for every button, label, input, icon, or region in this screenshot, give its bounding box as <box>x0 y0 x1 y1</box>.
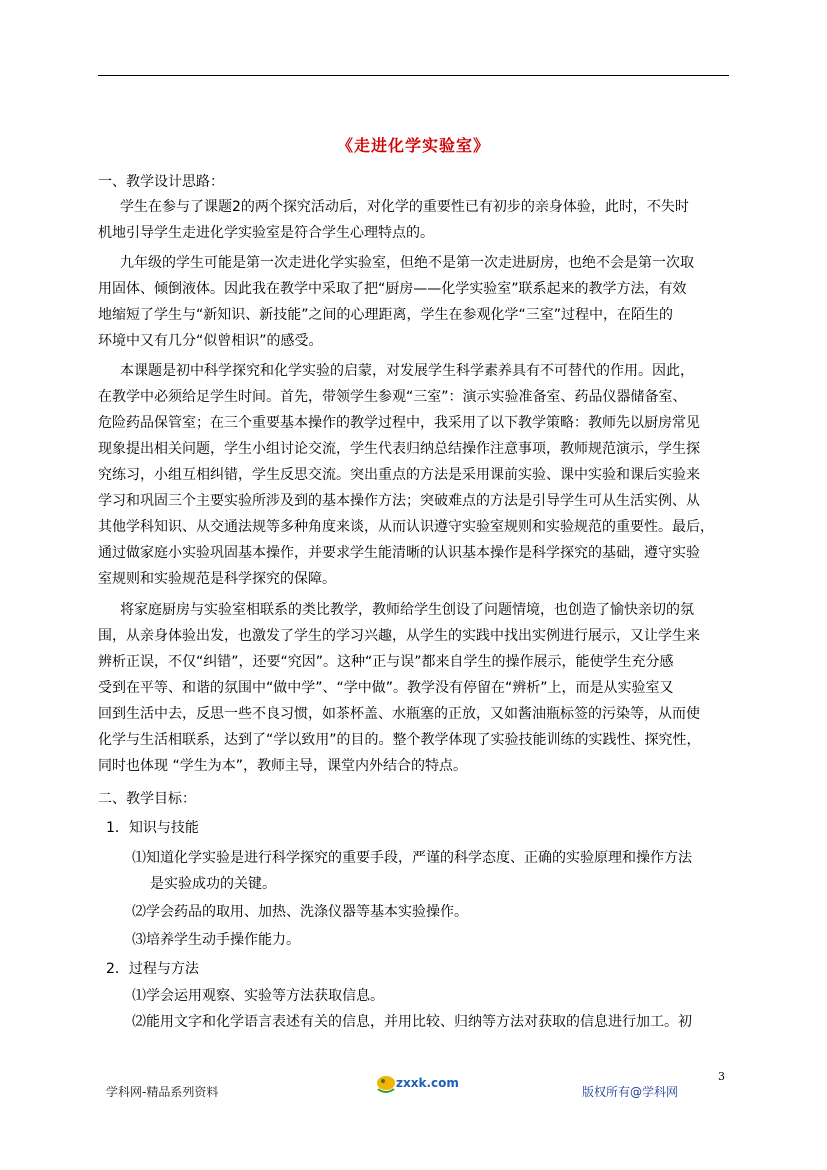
list-item-continued: 是实验成功的关键。 <box>150 876 276 892</box>
logo-mascot-eye <box>381 1079 385 1083</box>
footer-left-text: 学科网-精品系列资料 <box>106 1085 219 1099</box>
list-item: ⑴学会运用观察、实验等方法获取信息。 <box>132 988 384 1004</box>
paragraph-line: 通过做家庭小实验巩固基本操作，并要求学生能清晰的认识基本操作是科学探究的基础，遵守实验 <box>98 545 700 561</box>
paragraph-line: 学生在参与了课题2的两个探究活动后，对化学的重要性已有初步的亲身体验，此时，不失时 <box>120 199 689 215</box>
subsection-heading: 1．知识与技能 <box>106 820 199 836</box>
paragraph-line: 在教学中必须给足学生时间。首先，带领学生参观“三室”：演示实验准备室、药品仪器储备室、 <box>98 389 687 405</box>
paragraph-line: 用固体、倾倒液体。因此我在教学中采取了把“厨房——化学实验室”联系起来的教学方法，有效 <box>98 281 687 297</box>
paragraph-line: 受到在平等、和谐的氛围中“做中学”、“学中做”。教学没有停留在“辨析”上，而是从实验室又 <box>98 680 674 696</box>
zxxk-logo <box>374 1069 466 1097</box>
paragraph-line: 将家庭厨房与实验室相联系的类比教学，教师给学生创设了问题情境，也创造了愉快亲切的氛 <box>120 602 694 618</box>
list-item: ⑶培养学生动手操作能力。 <box>132 932 300 948</box>
list-item: ⑵能用文字和化学语言表述有关的信息，并用比较、归纳等方法对获取的信息进行加工。初 <box>132 1014 692 1030</box>
zxxk-logo-graphic <box>374 1069 466 1097</box>
subsection-heading: 2．过程与方法 <box>106 961 199 977</box>
list-item: ⑵学会药品的取用、加热、洗涤仪器等基本实验操作。 <box>132 904 468 920</box>
paragraph-line: 学习和巩固三个主要实验所涉及到的基本操作方法；突破难点的方法是引导学生可从生活实例、从 <box>98 493 700 509</box>
logo-mascot-body <box>377 1076 395 1090</box>
document-title: 《走进化学实验室》 <box>336 136 490 155</box>
paragraph-line: 本课题是初中科学探究和化学实验的启蒙，对发展学生科学素养具有不可替代的作用。因此， <box>120 363 694 379</box>
footer-copyright: 版权所有@学科网 <box>582 1085 679 1099</box>
paragraph-line: 室规则和实验规范是科学探究的保障。 <box>98 571 336 587</box>
paragraph-line: 机地引导学生走进化学实验室是符合学生心理特点的。 <box>98 225 434 241</box>
paragraph-line: 环境中又有几分“似曾相识”的感受。 <box>98 333 323 349</box>
paragraph-line: 其他学科知识、从交通法规等多种角度来谈，从而认识遵守实验室规则和实验规范的重要性。最后， <box>98 519 714 535</box>
list-item: ⑴知道化学实验是进行科学探究的重要手段，严谨的科学态度、正确的实验原理和操作方法 <box>132 850 692 866</box>
section-heading: 二、教学目标： <box>98 791 196 807</box>
paragraph-line: 现象提出相关问题，学生小组讨论交流，学生代表归纳总结操作注意事项，教师规范演示，学生探 <box>98 441 700 457</box>
paragraph-line: 回到生活中去，反思一些不良习惯，如茶杯盖、水瓶塞的正放，又如酱油瓶标签的污染等，从而使 <box>98 706 700 722</box>
header-rule <box>98 75 729 76</box>
paragraph-line: 辨析正误，不仅“纠错”，还要“究因”。这种“正与误”都来自学生的操作展示，能使学生充分感 <box>98 654 674 670</box>
logo-text: zxxk.com <box>396 1076 459 1090</box>
paragraph-line: 化学与生活相联系，达到了“学以致用”的目的。整个教学体现了实验技能训练的实践性、探究性， <box>98 732 701 748</box>
paragraph-line: 地缩短了学生与“新知识、新技能”之间的心理距离，学生在参观化学“三室”过程中，在陌生的 <box>98 307 674 323</box>
paragraph-line: 究练习，小组互相纠错，学生反思交流。突出重点的方法是采用课前实验、课中实验和课后实验来 <box>98 467 700 483</box>
paragraph-line: 同时也体现 “学生为本”，教师主导，课堂内外结合的特点。 <box>98 758 467 774</box>
section-heading: 一、教学设计思路： <box>98 174 224 190</box>
paragraph-line: 危险药品保管室；在三个重要基本操作的教学过程中，我采用了以下教学策略：教师先以厨房常见 <box>98 415 700 431</box>
paragraph-line: 九年级的学生可能是第一次走进化学实验室，但绝不是第一次走进厨房，也绝不会是第一次取 <box>120 255 694 271</box>
paragraph-line: 围，从亲身体验出发，也激发了学生的学习兴趣，从学生的实践中找出实例进行展示，又让学生来 <box>98 628 700 644</box>
page-number: 3 <box>718 1070 725 1083</box>
